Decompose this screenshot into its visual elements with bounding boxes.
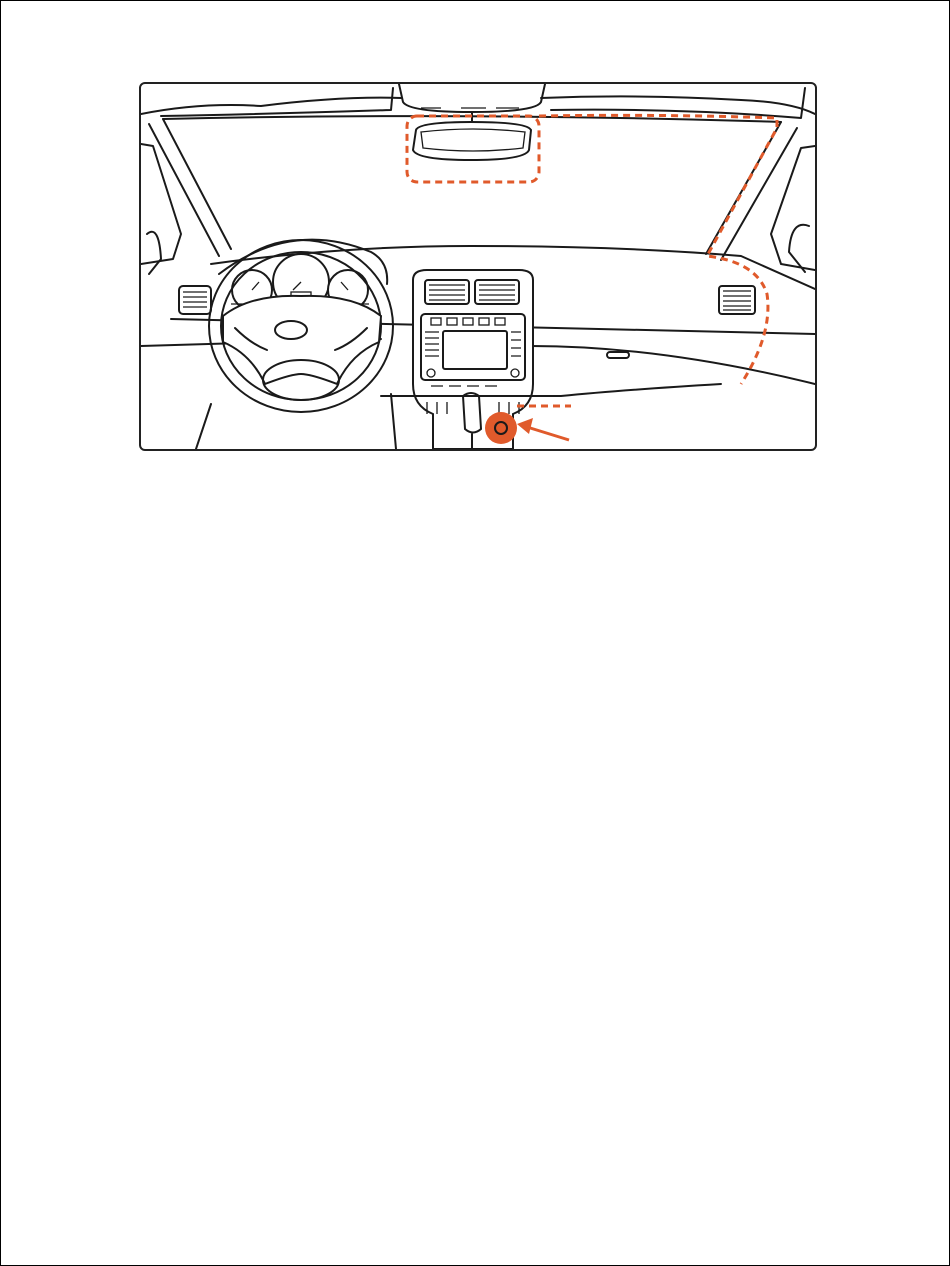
steering-wheel-icon (209, 240, 393, 412)
left-air-vent (179, 286, 211, 314)
car-dashboard-illustration (139, 82, 817, 451)
left-door-frame (141, 144, 181, 264)
right-side-mirror (789, 225, 809, 272)
glove-box-handle (607, 352, 629, 358)
left-side-mirror (147, 232, 161, 274)
right-door-frame (771, 146, 815, 270)
sun-visor-left (161, 88, 393, 116)
dashboard-drawing (141, 84, 815, 449)
rear-view-mirror-icon (413, 122, 531, 160)
dashboard-lower-right (531, 346, 815, 384)
a-pillar-left-outer (149, 124, 219, 256)
arrow-icon (517, 418, 569, 440)
a-pillar-left-inner (163, 119, 231, 249)
gear-shifter (463, 393, 481, 433)
sun-visor-right (551, 88, 805, 118)
power-socket-highlight (485, 412, 517, 444)
